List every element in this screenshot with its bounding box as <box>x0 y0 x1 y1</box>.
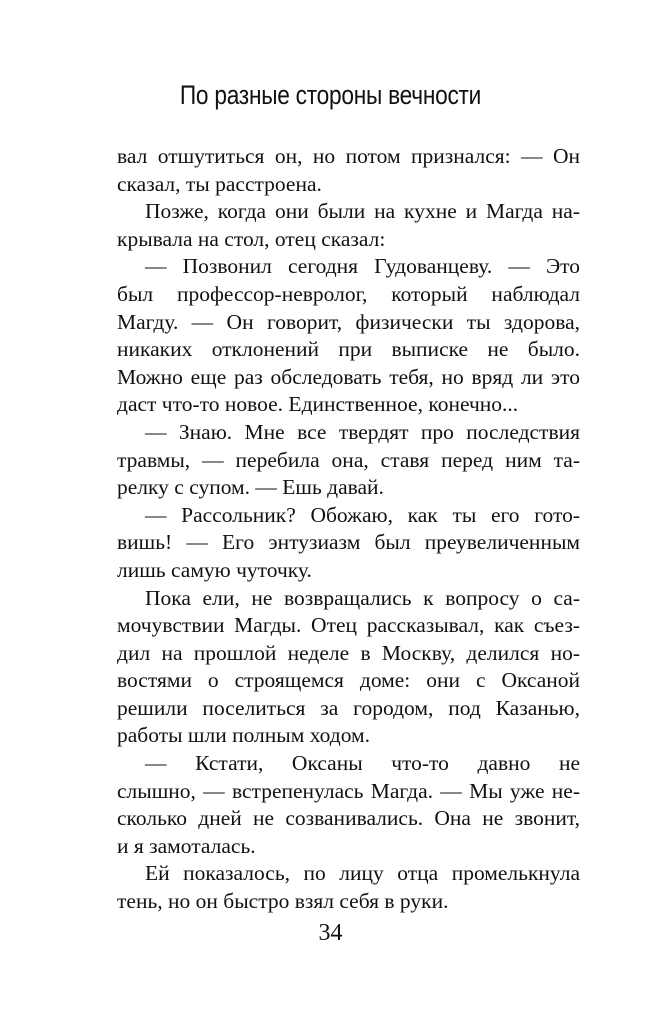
text-line: тень, но он быстро взял себя в руки. <box>117 889 449 914</box>
text-line: дил на прошлой неделе в Москву, делился но- <box>117 640 580 665</box>
text-line: крывала на стол, отец сказал: <box>117 226 386 251</box>
text-line: был профессор-невролог, который наблюдал <box>117 281 580 306</box>
text-line: травмы, — перебила она, ставя перед ним та- <box>117 447 580 472</box>
text-line: релку с супом. — Ешь давай. <box>117 475 384 500</box>
text-line: Магду. — Он говорит, физически ты здорова, <box>117 309 580 334</box>
text-line: Можно еще раз обследовать тебя, но вряд ли это <box>117 364 580 389</box>
text-line: работы шли полным ходом. <box>117 723 371 748</box>
text-line: — Кстати, Оксаны что-то давно не <box>145 751 580 776</box>
text-line: — Знаю. Мне все твердят про последствия <box>145 419 580 444</box>
text-line: востями о строящемся доме: они с Оксаной <box>117 668 580 693</box>
text-line: — Позвонил сегодня Гудованцеву. — Это <box>145 254 580 279</box>
text-line: слышно, — встрепенулась Магда. — Мы уже не- <box>117 778 580 803</box>
text-line: — Рассольник? Обожаю, как ты его гото- <box>145 502 580 527</box>
text-line: даст что-то новое. Единственное, конечно... <box>117 392 519 417</box>
text-line: мочувствии Магды. Отец рассказывал, как съез- <box>117 613 580 638</box>
text-line: Позже, когда они были на кухне и Магда на- <box>145 199 580 224</box>
text-line: вал отшутиться он, но потом признался: — Он <box>117 144 580 168</box>
text-line: сколько дней не созванивались. Она не звонит, <box>117 806 580 831</box>
text-line: Пока ели, не возвращались к вопросу о са- <box>145 585 580 610</box>
text-line: сказал, ты расстроена. <box>117 171 322 196</box>
text-line: лишь самую чуточку. <box>117 557 312 582</box>
body-text <box>117 143 580 916</box>
text-line: никаких отклонений при выписке не было. <box>117 337 580 362</box>
text-line: решили поселиться за городом, под Казанью, <box>117 695 580 720</box>
page-number: 34 <box>318 920 343 946</box>
text-line: и я замоталась. <box>117 833 256 858</box>
running-title: По разные стороны вечности <box>179 80 482 110</box>
text-line: вишь! — Его энтузиазм был преувеличенным <box>117 530 580 555</box>
text-line: Ей показалось, по лицу отца промелькнула <box>145 861 580 886</box>
